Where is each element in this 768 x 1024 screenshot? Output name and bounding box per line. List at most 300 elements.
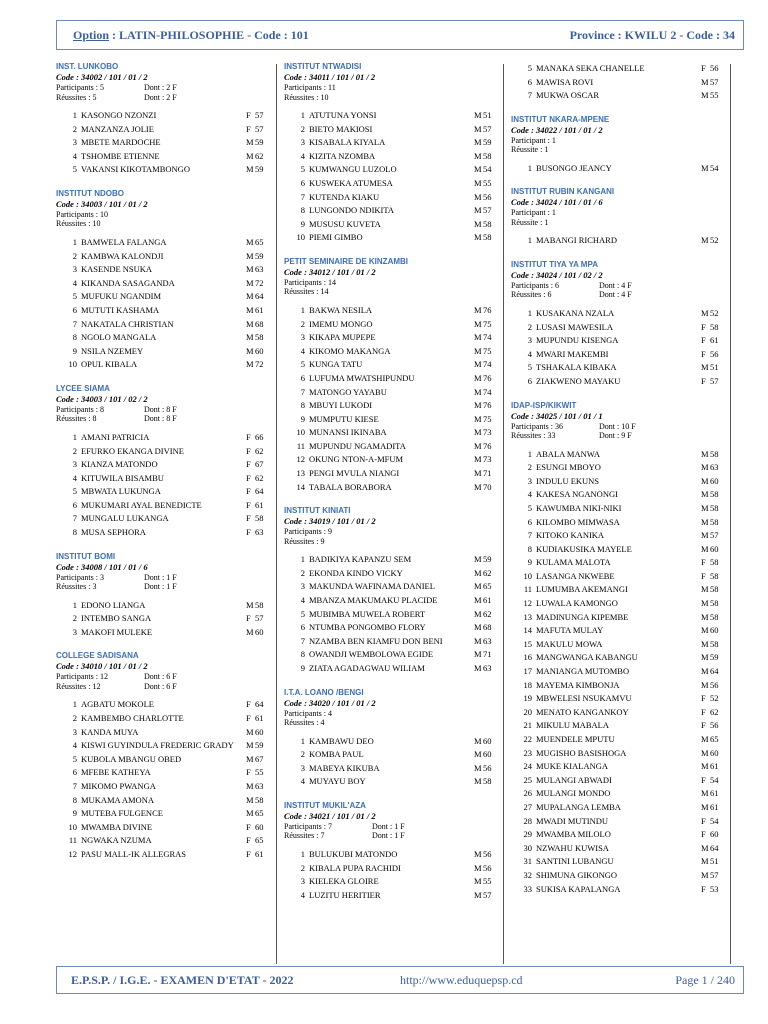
candidate-gender: M (701, 801, 709, 812)
candidate-number: 3 (300, 762, 305, 773)
candidate-name: MUSUSU KUVETA (309, 218, 381, 229)
footer-website-link[interactable]: http://www.eduquepsp.cd (400, 973, 523, 987)
candidate-row (284, 345, 498, 359)
participants-count: Participant : 1 (511, 208, 556, 218)
candidate-gender: F (246, 513, 251, 524)
candidate-number: 1 (72, 431, 77, 442)
candidate-score: 57 (710, 375, 719, 386)
successes-count: Réussites : 12 (56, 681, 101, 691)
candidate-name: KIKANDA SASAGANDA (81, 277, 175, 288)
candidate-score: 60 (255, 345, 264, 356)
candidate-number: 9 (300, 663, 305, 673)
candidate-name: NGOLO MANGALA (81, 332, 157, 343)
participants-line (56, 672, 270, 682)
candidate-number: 1 (72, 599, 77, 610)
candidate-gender: F (701, 693, 706, 704)
candidate-name: EKONDA KINDO VICKY (309, 567, 403, 578)
candidate-name: KANDA MUYA (81, 726, 139, 737)
candidate-gender: M (246, 794, 254, 805)
candidate-gender: M (701, 625, 709, 636)
candidate-row (511, 869, 725, 883)
participants-count: Participant : 1 (511, 135, 556, 145)
candidate-gender: M (474, 372, 482, 383)
successes-line (284, 93, 498, 103)
candidate-gender: M (701, 448, 709, 459)
candidate-number: 8 (72, 527, 77, 538)
candidate-number: 2 (300, 123, 305, 134)
candidate-list (56, 431, 270, 540)
candidate-gender: M (474, 735, 482, 746)
candidate-name: MUTEBA FULGENCE (81, 808, 163, 819)
candidate-number: 6 (72, 767, 77, 778)
candidate-name: MBUYI LUKODI (309, 400, 373, 411)
candidate-row (56, 780, 270, 794)
candidate-score: 67 (255, 459, 264, 470)
candidate-name: TABALA BORABORA (309, 481, 392, 492)
school-name: I.T.A. LOANO /BENGI (284, 687, 364, 697)
candidate-number: 2 (72, 250, 77, 261)
candidate-number: 3 (72, 264, 77, 275)
candidate-score: 74 (483, 332, 492, 343)
candidate-gender: M (246, 626, 254, 637)
candidate-gender: F (246, 767, 251, 778)
candidate-score: 54 (710, 815, 719, 826)
candidate-score: 57 (255, 613, 264, 624)
candidate-score: 60 (255, 821, 264, 832)
candidate-row (284, 735, 498, 749)
candidate-list (284, 553, 498, 675)
school-section (284, 688, 498, 789)
candidate-score: 63 (483, 635, 492, 646)
candidate-number: 5 (527, 362, 532, 373)
candidate-gender: M (701, 856, 709, 867)
candidate-row (284, 426, 498, 440)
candidate-gender: M (701, 842, 709, 853)
school-name: INSTITUT NKARA-MPENE (511, 114, 610, 124)
candidate-row (511, 883, 725, 897)
candidate-gender: M (474, 345, 482, 356)
column-divider-1 (276, 64, 277, 964)
candidate-row (284, 481, 498, 495)
candidate-score: 58 (710, 516, 719, 527)
candidate-number: 3 (300, 581, 305, 592)
candidate-row (284, 386, 498, 400)
candidate-score: 60 (710, 829, 719, 840)
candidate-number: 5 (72, 164, 77, 175)
candidate-score: 56 (710, 679, 719, 690)
candidate-row (284, 109, 498, 123)
candidate-gender: M (701, 90, 709, 101)
candidate-number: 1 (300, 110, 305, 120)
successes-line (284, 537, 498, 547)
participants-female: Dont : 10 F (599, 421, 636, 431)
candidate-number: 6 (527, 375, 532, 386)
candidate-number: 4 (300, 889, 305, 900)
candidate-gender: M (474, 649, 482, 660)
candidate-name: TSHOMBE ETIENNE (81, 150, 160, 161)
candidate-gender: F (701, 557, 706, 568)
candidate-row (511, 461, 725, 475)
candidate-gender: M (701, 747, 709, 758)
candidate-gender: M (246, 318, 254, 329)
candidate-row (56, 599, 270, 613)
candidate-score: 54 (710, 774, 719, 785)
candidate-row (56, 150, 270, 164)
candidate-row (284, 163, 498, 177)
candidate-row (56, 331, 270, 345)
candidate-number: 5 (72, 486, 77, 497)
candidate-score: 63 (255, 781, 264, 791)
candidate-gender: M (474, 137, 482, 148)
school-code: Code : 34012 / 101 / 01 / 2 (284, 266, 376, 277)
participants-count: Participants : 12 (56, 672, 108, 682)
participants-count: Participants : 36 (511, 421, 563, 431)
candidate-number: 23 (523, 747, 532, 758)
candidate-score: 58 (710, 584, 719, 595)
candidate-number: 7 (300, 386, 305, 397)
candidate-score: 64 (255, 699, 264, 710)
candidate-score: 73 (483, 454, 492, 465)
candidate-name: MULANGI ABWADI (536, 774, 612, 785)
candidate-number: 12 (523, 598, 532, 609)
candidate-list (511, 162, 725, 176)
candidate-name: MUTUTI KASHAMA (81, 304, 160, 315)
candidate-row (56, 318, 270, 332)
candidate-score: 58 (255, 513, 264, 524)
candidate-row (56, 499, 270, 513)
candidate-gender: M (246, 753, 254, 764)
candidate-name: BUSONGO JEANCY (536, 162, 612, 173)
candidate-number: 20 (523, 706, 532, 717)
candidate-score: 61 (255, 713, 264, 724)
candidate-score: 65 (255, 835, 264, 846)
candidate-score: 67 (255, 753, 264, 764)
candidate-name: MAYEMA KIMBONJA (536, 679, 620, 690)
candidate-row (511, 334, 725, 348)
candidate-number: 28 (523, 815, 532, 826)
successes-count: Réussites : 8 (56, 414, 97, 424)
candidate-gender: F (246, 486, 251, 497)
participants-line (511, 136, 725, 146)
candidate-gender: M (474, 386, 482, 397)
candidate-score: 57 (710, 869, 719, 880)
candidate-row (284, 150, 498, 164)
candidate-score: 55 (255, 767, 264, 778)
candidate-score: 57 (710, 530, 719, 541)
candidate-score: 58 (483, 150, 492, 161)
candidate-name: MWAMBA DIVINE (81, 821, 153, 832)
successes-female: Dont : 8 F (144, 414, 177, 424)
candidate-row (284, 191, 498, 205)
candidate-name: ABALA MANWA (536, 448, 600, 459)
candidate-number: 29 (523, 829, 532, 840)
candidate-score: 55 (710, 90, 719, 101)
candidate-number: 1 (300, 848, 305, 859)
candidate-list (284, 109, 498, 245)
candidate-name: MAFUTA MULAY (536, 625, 604, 636)
candidate-number: 26 (523, 788, 532, 799)
candidate-score: 62 (255, 150, 264, 161)
candidate-name: LUSASI MAWESILA (536, 321, 613, 332)
successes-female: Dont : 9 F (599, 431, 632, 441)
candidate-number: 5 (527, 502, 532, 513)
school-name: INST. LUNKOBO (56, 62, 119, 71)
candidate-row (56, 431, 270, 445)
candidate-row (284, 648, 498, 662)
candidate-name: KUNGA TATU (309, 359, 363, 370)
candidate-score: 61 (255, 304, 264, 315)
candidate-name: MAKOFI MULEKE (81, 626, 153, 637)
candidate-number: 14 (523, 625, 532, 636)
candidate-row (284, 231, 498, 245)
candidate-number: 4 (72, 277, 77, 288)
school-code: Code : 34008 / 101 / 01 / 6 (56, 561, 148, 572)
candidate-row (511, 556, 725, 570)
school-section (284, 62, 498, 245)
successes-female: Dont : 1 F (144, 582, 177, 592)
candidate-score: 59 (255, 250, 264, 261)
candidate-row (511, 692, 725, 706)
candidate-row (284, 553, 498, 567)
candidate-row (56, 485, 270, 499)
candidate-score: 58 (255, 332, 264, 343)
candidate-name: OWANDJI WEMBOLOWA EGIDE (309, 649, 434, 660)
candidate-score: 61 (710, 788, 719, 799)
candidate-gender: M (474, 110, 482, 120)
candidate-score: 58 (255, 794, 264, 805)
candidate-gender: M (246, 726, 254, 737)
candidate-name: MUFUKU NGANDIM (81, 291, 162, 302)
candidate-score: 51 (710, 856, 719, 867)
candidate-name: MANIANGA MUTOMBO (536, 666, 630, 677)
candidate-gender: M (474, 663, 482, 673)
candidate-number: 3 (527, 335, 532, 346)
candidate-gender: M (701, 869, 709, 880)
candidate-score: 58 (483, 776, 492, 787)
candidate-name: KISWI GUYINDULA FREDERIC GRADY (81, 740, 234, 751)
candidate-gender: F (246, 821, 251, 832)
candidate-gender: M (474, 150, 482, 161)
candidate-name: NZAMBA BEN KIAMFU DON BENI (309, 635, 443, 646)
candidate-number: 4 (72, 150, 77, 161)
candidate-number: 8 (300, 205, 305, 216)
candidate-list (284, 304, 498, 494)
candidate-gender: F (246, 110, 251, 120)
candidate-number: 4 (300, 150, 305, 161)
option-value: : LATIN-PHILOSOPHIE - Code : 101 (112, 28, 309, 42)
candidate-row (56, 277, 270, 291)
candidate-score: 60 (255, 626, 264, 637)
participants-line (511, 208, 725, 218)
candidate-score: 62 (483, 608, 492, 619)
candidate-row (284, 567, 498, 581)
candidate-score: 62 (710, 706, 719, 717)
candidate-name: MANGWANGA KABANGU (536, 652, 638, 663)
candidate-score: 62 (255, 472, 264, 483)
candidate-score: 61 (710, 335, 719, 346)
province-title: Province : KWILU 2 - Code : 34 (569, 28, 735, 42)
candidate-score: 58 (483, 232, 492, 243)
candidate-number: 32 (523, 869, 532, 880)
candidate-name: ATUTUNA YONSI (309, 110, 377, 120)
candidate-row (284, 440, 498, 454)
candidate-score: 61 (483, 595, 492, 606)
candidate-score: 59 (710, 652, 719, 663)
candidate-number: 12 (296, 454, 305, 465)
candidate-number: 1 (72, 699, 77, 710)
candidate-row (56, 445, 270, 459)
candidate-gender: M (474, 164, 482, 175)
candidate-row (284, 848, 498, 862)
candidate-row (56, 512, 270, 526)
candidate-row (511, 842, 725, 856)
candidate-gender: F (246, 472, 251, 483)
candidate-row (511, 516, 725, 530)
footer-page-number: Page 1 / 240 (675, 973, 735, 987)
candidate-score: 60 (483, 735, 492, 746)
candidate-gender: F (701, 774, 706, 785)
candidate-gender: M (474, 876, 482, 887)
school-section (56, 189, 270, 372)
candidate-row (511, 760, 725, 774)
school-section (511, 260, 725, 389)
candidate-number: 6 (300, 372, 305, 383)
candidate-name: MUKUMARI AYAL BENEDICTE (81, 499, 202, 510)
candidate-row (56, 698, 270, 712)
candidate-name: MADINUNGA KIPEMBE (536, 611, 629, 622)
candidate-gender: M (246, 150, 254, 161)
candidate-name: MIKULU MABALA (536, 720, 609, 731)
candidate-gender: M (701, 638, 709, 649)
candidate-score: 74 (483, 359, 492, 370)
successes-count: Réussites : 33 (511, 431, 556, 441)
candidate-gender: F (701, 375, 706, 386)
candidate-row (511, 665, 725, 679)
candidate-gender: M (474, 581, 482, 592)
candidate-gender: F (246, 431, 251, 442)
candidate-row (56, 263, 270, 277)
candidate-name: MUKE KIALANGA (536, 761, 609, 772)
candidate-name: SUKISA KAPALANGA (536, 883, 621, 894)
candidate-gender: M (246, 808, 254, 819)
candidate-number: 3 (527, 475, 532, 486)
candidate-row (511, 801, 725, 815)
candidate-score: 59 (255, 740, 264, 751)
candidate-name: TSHAKALA KIBAKA (536, 362, 617, 373)
candidate-gender: M (701, 462, 709, 473)
candidate-score: 64 (710, 842, 719, 853)
candidate-gender: M (474, 413, 482, 424)
participants-female: Dont : 2 F (144, 83, 177, 92)
candidate-name: NAKATALA CHRISTIAN (81, 318, 174, 329)
candidate-gender: M (474, 567, 482, 578)
school-code: Code : 34019 / 101 / 01 / 2 (284, 516, 376, 527)
candidate-number: 3 (72, 137, 77, 148)
candidate-gender: F (246, 445, 251, 456)
candidate-gender: M (474, 218, 482, 229)
candidate-gender: M (474, 848, 482, 859)
candidate-name: MUPUNDU KISENGA (536, 335, 619, 346)
candidate-row (511, 488, 725, 502)
candidate-gender: F (246, 835, 251, 846)
candidate-score: 75 (483, 318, 492, 329)
candidate-score: 65 (255, 808, 264, 819)
candidate-name: KAKESA NGANONGI (536, 489, 618, 500)
candidate-name: MWAMBA MILOLO (536, 829, 611, 840)
candidate-row (511, 361, 725, 375)
candidate-row (511, 448, 725, 462)
results-column-2 (284, 62, 498, 902)
candidate-name: EFURKO EKANGA DIVINE (81, 445, 184, 456)
candidate-row (284, 177, 498, 191)
successes-female: Dont : 1 F (372, 831, 405, 841)
candidate-row (56, 109, 270, 123)
candidate-gender: F (246, 699, 251, 710)
candidate-name: KIZITA NZOMBA (309, 150, 376, 161)
candidate-number: 1 (300, 554, 305, 565)
candidate-gender: M (701, 734, 709, 744)
successes-count: Réussites : 14 (284, 287, 329, 297)
candidate-number: 2 (527, 462, 532, 473)
candidate-score: 76 (483, 372, 492, 383)
candidate-row (511, 679, 725, 693)
candidate-score: 70 (483, 481, 492, 492)
successes-line (56, 93, 270, 103)
candidate-number: 4 (527, 489, 532, 500)
candidate-number: 10 (68, 821, 77, 832)
candidate-number: 1 (300, 304, 305, 315)
candidate-row (284, 204, 498, 218)
candidate-score: 56 (483, 862, 492, 873)
candidate-number: 6 (527, 516, 532, 527)
school-section (511, 115, 725, 176)
candidate-row (511, 651, 725, 665)
candidate-name: SHIMUNA GIKONGO (536, 869, 617, 880)
candidate-gender: M (474, 554, 482, 565)
candidate-gender: F (246, 459, 251, 470)
candidate-name: IMEMU MONGO (309, 318, 373, 329)
participants-count: Participants : 3 (56, 572, 104, 582)
candidate-score: 76 (483, 440, 492, 451)
candidate-row (284, 862, 498, 876)
candidate-number: 2 (300, 749, 305, 760)
candidate-number: 4 (300, 345, 305, 356)
candidate-number: 10 (296, 427, 305, 438)
candidate-score: 72 (255, 277, 264, 288)
candidate-score: 75 (483, 413, 492, 424)
candidate-name: KASENDE NSUKA (81, 264, 153, 275)
school-section (56, 384, 270, 540)
successes-count: Réussites : 10 (56, 219, 101, 229)
participants-line (284, 278, 498, 288)
candidate-gender: M (701, 475, 709, 486)
candidate-score: 55 (483, 876, 492, 887)
candidate-row (511, 855, 725, 869)
candidate-name: KOMBA PAUL (309, 749, 364, 760)
candidate-gender: M (701, 502, 709, 513)
candidate-gender: F (246, 848, 251, 859)
candidate-score: 65 (710, 734, 719, 744)
candidate-row (56, 163, 270, 177)
candidate-number: 5 (300, 608, 305, 619)
candidate-row (284, 608, 498, 622)
candidate-row (511, 638, 725, 652)
successes-line (511, 218, 725, 228)
candidate-name: INDULU EKUNS (536, 475, 600, 486)
candidate-name: MUSA SEPHORA (81, 527, 146, 538)
candidate-gender: M (701, 652, 709, 663)
candidate-gender: M (246, 740, 254, 751)
